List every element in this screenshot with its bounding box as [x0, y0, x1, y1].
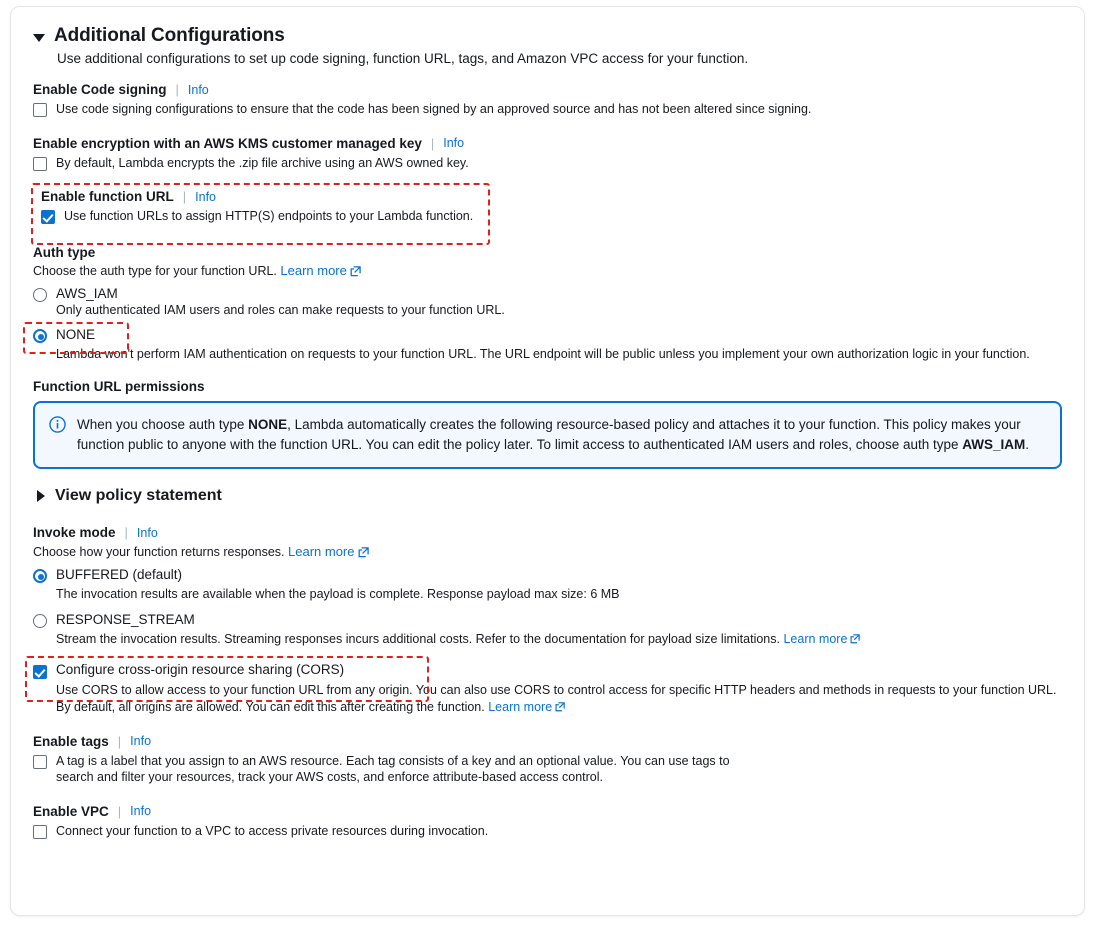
auth-option-none-label: NONE [56, 327, 96, 343]
auth-type-heading: Auth type [33, 244, 96, 260]
alert-auth-iam: AWS_IAM [962, 436, 1026, 452]
auth-type-learn-more-link[interactable]: Learn more [280, 263, 359, 278]
permissions-heading: Function URL permissions [33, 379, 205, 395]
code-signing-label-row [33, 82, 1062, 97]
cors-checkbox[interactable] [33, 665, 47, 679]
field-code-signing [33, 82, 1062, 118]
view-policy-statement-label: View policy statement [55, 487, 222, 505]
tags-checkbox-row[interactable] [33, 753, 1062, 786]
auth-option-aws-iam-row[interactable] [33, 286, 1062, 302]
divider: | [182, 189, 187, 204]
invoke-radio-response-stream[interactable] [33, 614, 47, 628]
section-description: Use additional configurations to set up code signing, function URL, tags, and Amazon VPC access for your function. [57, 51, 749, 66]
tags-info-link[interactable]: Info [130, 734, 152, 749]
additional-configurations-panel [10, 6, 1085, 916]
auth-option-none-row[interactable] [33, 327, 1062, 343]
tags-description: A tag is a label that you assign to an AWS resource. Each tag consists of a key and an optional value. You can use tags to search and filter your resources, track your AWS costs, and enforce attribute-based access control. [56, 753, 730, 785]
external-link-icon [555, 702, 565, 712]
field-invoke-mode [33, 525, 1062, 648]
auth-option-aws-iam[interactable] [33, 286, 1062, 319]
field-vpc [33, 804, 1062, 840]
response-stream-learn-more-link[interactable]: Learn more [783, 632, 860, 646]
external-link-icon [350, 266, 360, 276]
external-link-icon [358, 547, 368, 557]
divider: | [175, 82, 179, 97]
invoke-mode-description: Choose how your function returns responses. Learn more [33, 544, 1062, 559]
section-header[interactable] [33, 25, 1062, 47]
auth-type-description: Choose the auth type for your function URL. Learn more [33, 263, 1062, 278]
divider: | [117, 733, 122, 749]
function-url-info-link[interactable]: Info [195, 189, 216, 204]
vpc-checkbox-row[interactable] [33, 823, 1062, 840]
tags-label-row [33, 734, 1062, 749]
function-url-label: Enable function URL [41, 189, 174, 204]
divider: | [430, 135, 435, 151]
cors-learn-more-link[interactable]: Learn more [488, 700, 565, 714]
field-function-url-permissions [33, 379, 1062, 469]
kms-checkbox-row[interactable] [33, 155, 1062, 172]
invoke-option-buffered-label: BUFFERED (default) [56, 567, 183, 583]
invoke-mode-label-row [33, 525, 1062, 540]
permissions-alert-text: When you choose auth type NONE, Lambda automatically creates the following resource-based policy and attaches it to your function. This policy makes your function public to anyone with the function URL. You can edit the policy later. To limit access to authenticated IAM users and roles, choose auth type AWS_IAM. [77, 417, 1030, 452]
vpc-description: Connect your function to a VPC to access private resources during invocation. [56, 823, 489, 838]
function-url-checkbox[interactable] [41, 210, 55, 224]
code-signing-info-link[interactable]: Info [187, 82, 209, 97]
cors-description: Use CORS to allow access to your function URL from any origin. You can also use CORS to control access for specific HTTP headers and methods in requests to your function URL. By default, all origins are allowed. You can edit this after creating the function. Learn more [56, 682, 1057, 714]
kms-info-link[interactable]: Info [443, 136, 465, 150]
invoke-mode-label: Invoke mode [33, 525, 116, 541]
code-signing-label: Enable Code signing [33, 82, 167, 97]
info-circle-icon [49, 416, 66, 438]
invoke-option-response-stream-label: RESPONSE_STREAM [56, 612, 195, 627]
vpc-label-row [33, 804, 1062, 819]
code-signing-checkbox[interactable] [33, 103, 47, 117]
invoke-option-buffered-description: The invocation results are available when the payload is complete. Response payload max size: 6 MB [56, 587, 620, 602]
page-title: Additional Configurations [54, 25, 285, 46]
divider: | [124, 525, 128, 541]
kms-label: Enable encryption with an AWS KMS customer managed key [33, 135, 422, 151]
invoke-option-response-stream-description: Stream the invocation results. Streaming responses incurs additional costs. Refer to the documentation for payload size limitations. Learn more [56, 631, 1062, 648]
kms-description: By default, Lambda encrypts the .zip file archive using an AWS owned key. [56, 155, 469, 170]
chevron-right-icon[interactable] [37, 490, 45, 502]
vpc-info-link[interactable]: Info [130, 804, 152, 819]
field-cors [33, 662, 1062, 716]
invoke-option-response-stream-row[interactable] [33, 612, 1062, 628]
auth-radio-none[interactable] [33, 329, 47, 343]
code-signing-description: Use code signing configurations to ensure that the code has been signed by an approved source and has not been altered since signing. [56, 102, 812, 116]
auth-radio-aws-iam[interactable] [33, 288, 47, 302]
view-policy-statement-toggle[interactable] [37, 487, 1062, 505]
vpc-label: Enable VPC [33, 803, 109, 819]
field-auth-type [33, 245, 1062, 364]
cors-label: Configure cross-origin resource sharing (CORS) [56, 661, 345, 677]
tags-checkbox[interactable] [33, 755, 47, 769]
invoke-option-buffered-row[interactable] [33, 567, 1062, 583]
invoke-radio-buffered[interactable] [33, 569, 47, 583]
external-link-icon [850, 634, 860, 644]
auth-option-none-description: Lambda won't perform IAM authentication on requests to your function URL. The URL endpoint will be public unless you implement your own authorization logic in your function. [56, 347, 1030, 362]
auth-option-none[interactable] [33, 327, 1062, 363]
invoke-mode-learn-more-link[interactable]: Learn more [288, 544, 367, 559]
function-url-checkbox-row[interactable] [41, 208, 1062, 225]
function-url-description: Use function URLs to assign HTTP(S) endpoints to your Lambda function. [64, 209, 474, 223]
divider: | [117, 803, 122, 819]
cors-checkbox-row[interactable] [33, 662, 1062, 679]
vpc-checkbox[interactable] [33, 825, 47, 839]
field-tags [33, 734, 1062, 786]
alert-auth-none: NONE [248, 417, 288, 433]
chevron-down-icon[interactable] [33, 34, 45, 42]
invoke-mode-info-link[interactable]: Info [136, 525, 158, 540]
auth-option-aws-iam-label: AWS_IAM [56, 285, 118, 301]
function-url-label-row [41, 189, 1062, 204]
code-signing-checkbox-row[interactable] [33, 101, 1062, 118]
kms-checkbox[interactable] [33, 157, 47, 171]
invoke-option-response-stream[interactable] [33, 612, 1062, 648]
field-kms-encryption [33, 136, 1062, 172]
field-function-url [33, 189, 1062, 225]
auth-option-aws-iam-description: Only authenticated IAM users and roles can make requests to your function URL. [56, 302, 505, 317]
invoke-option-buffered[interactable] [33, 567, 1062, 603]
kms-label-row [33, 136, 1062, 151]
permissions-alert [33, 401, 1062, 469]
tags-label: Enable tags [33, 733, 109, 749]
